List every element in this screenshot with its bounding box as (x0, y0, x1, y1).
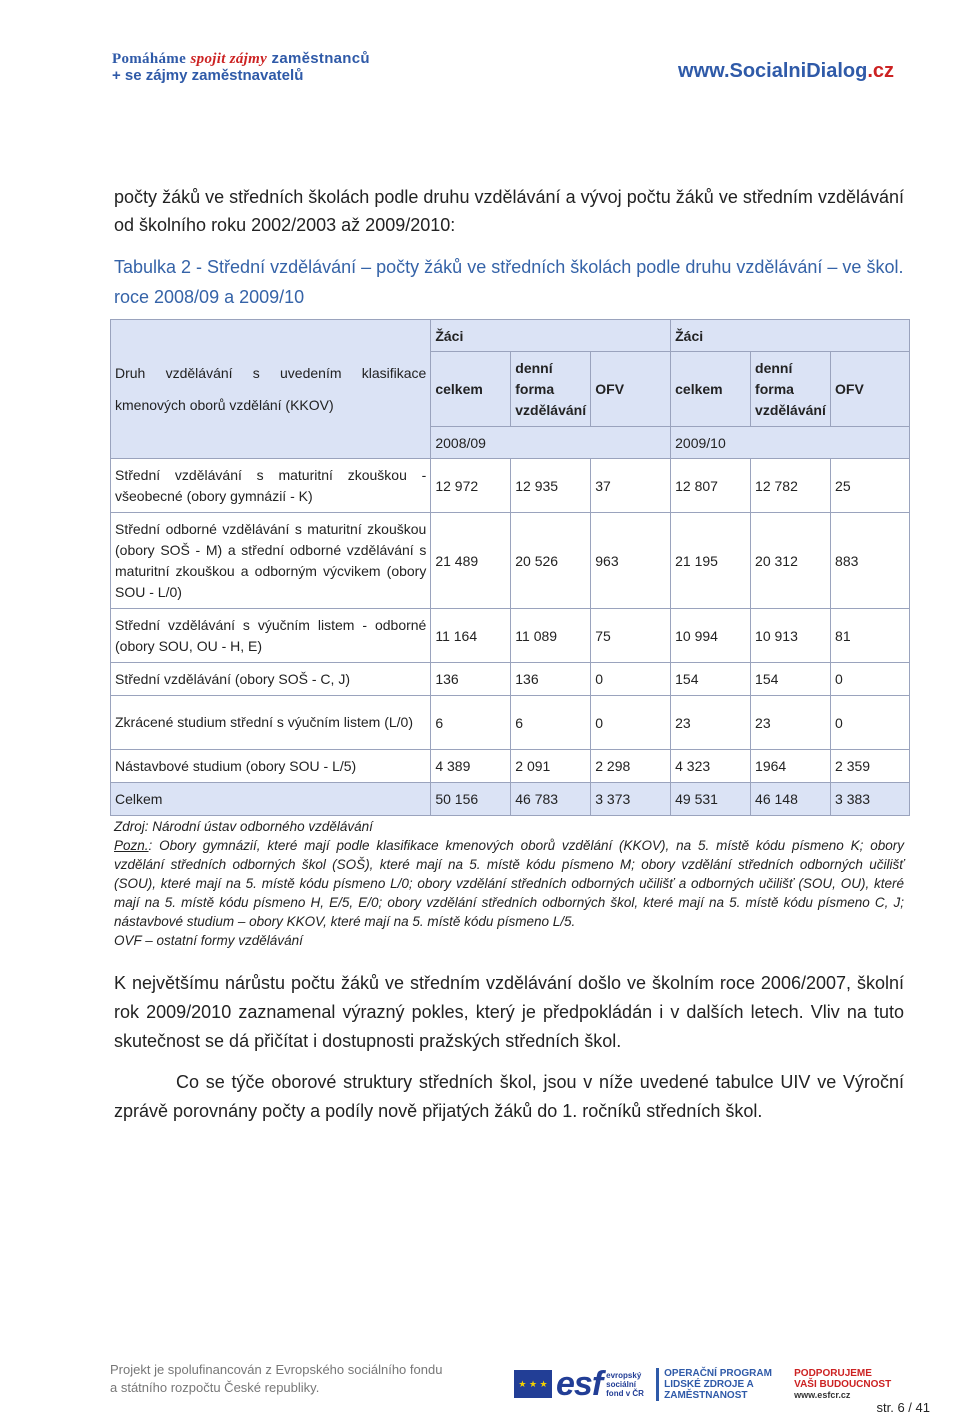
col-ofv-1: OFV (591, 352, 671, 427)
site-link[interactable]: www.SocialniDialog.cz (678, 60, 894, 82)
year-2009: 2009/10 (671, 427, 910, 459)
group-zaci-2: Žáci (671, 320, 910, 352)
support-logo: PODPORUJEME VAŠI BUDOUCNOST www.esfcr.cz (794, 1367, 892, 1400)
col-denni-2: denní forma vzdělávání (751, 352, 831, 427)
col-denni-1: denní forma vzdělávání (511, 352, 591, 427)
footer-text: Projekt je spolufinancován z Evropského sociálního fondu a státního rozpočtu České republiky. (110, 1362, 443, 1395)
year-2008: 2008/09 (431, 427, 671, 459)
table-row: Střední vzdělávání s maturitní zkouškou - všeobecné (obory gymnázií - K) 12 972 12 935 37 12 807 12 782 25 (111, 459, 910, 513)
table-row: Nástavbové studium (obory SOU - L/5) 4 389 2 091 2 298 4 323 1964 2 359 (111, 750, 910, 783)
slogan-part1: Pomáháme (112, 51, 187, 67)
eu-flag-icon: ★ ★ ★ (514, 1370, 552, 1398)
table-row: Střední vzdělávání s výučním listem - odborné (obory SOU, OU - H, E) 11 164 11 089 75 10 994 10 913 81 (111, 609, 910, 663)
pozn-note: Pozn.: Obory gymnázií, které mají podle klasifikace kmenových oborů vzdělání (KKOV), na 5. místě kódu písmeno K; obory vzdělání středních odborných škol (SOŠ), které mají na 5. místě kódu písmeno M; obory vzdělání středních odborných učilišť (SOU), které mají na 5. místě kódu písmeno L/0; obory vzdělání středních odborných učilišť a odborných učilišť (SOU, OU), které mají na 5. místě kódu písmeno H, E/5, E/0; obory vzdělání středních odborných škol, které mají na 5. místě kódu písmeno C, J; nástavbové studium – obory KKOV, které mají na 5. místě kódu písmeno L/5. (114, 838, 904, 929)
col-celkem-2: celkem (671, 352, 751, 427)
group-zaci-1: Žáci (431, 320, 671, 352)
ofv-note: OVF – ostatní formy vzdělávání (114, 933, 303, 948)
footer-logos (514, 1360, 910, 1408)
table-row: Střední odborné vzdělávání s maturitní zkouškou (obory SOŠ - M) a střední odborné vzdělávání s maturitní zkouškou a odborným výcvikem (obory SOU - L/0) 21 489 20 526 963 21 195 20 312 883 (111, 513, 910, 609)
table-row-total: Celkem 50 156 46 783 3 373 49 531 46 148 3 383 (111, 783, 910, 816)
source-note: Zdroj: Národní ústav odborného vzdělávání (114, 819, 373, 834)
intro-text: počty žáků ve středních školách podle druhu vzdělávání a vývoj počtu žáků ve středním vzdělávání od školního roku 2002/2003 až 2009/2010: (114, 187, 904, 235)
table-row: Zkrácené studium střední s výučním listem (L/0) 6 6 0 23 23 0 (111, 696, 910, 750)
slogan-part2: spojit zájmy (190, 51, 268, 67)
slogan-line2: + se zájmy zaměstnavatelů (112, 67, 304, 84)
header-slogan (112, 50, 370, 83)
students-table (110, 319, 910, 816)
table-row: Střední vzdělávání (obory SOŠ - C, J) 136 136 0 154 154 0 (111, 663, 910, 696)
col-ofv-2: OFV (831, 352, 910, 427)
op-lzz-logo: OPERAČNÍ PROGRAM LIDSKÉ ZDROJE A ZAMĚSTNANOST (656, 1368, 784, 1401)
page-number: str. 6 / 41 (876, 1400, 930, 1415)
table-notes (114, 817, 904, 950)
table-caption: Tabulka 2 - Střední vzdělávání – počty žáků ve středních školách podle druhu vzdělávání – ve škol. roce 2008/09 a 2009/10 (114, 257, 904, 307)
paragraph-1: K největšímu nárůstu počtu žáků ve středním vzdělávání došlo ve školním roce 2006/2007, školní rok 2009/2010 zaznamenal výrazný pokles, který je předpokládán i v dalších letech. Vliv na tuto skutečnost se dá přičítat i dostupnosti pražských středních škol. (114, 973, 904, 1051)
col-celkem-1: celkem (431, 352, 511, 427)
paragraph-2: Co se týče oborové struktury středních škol, jsou v níže uvedené tabulce UIV ve Výroční zprávě porovnány počty a podíly nově přijatých žáků do 1. ročníků středních škol. (114, 1072, 904, 1121)
table-corner: Druh vzdělávání s uvedením klasifikace kmenových oborů vzdělání (KKOV) (111, 320, 431, 459)
esf-logo: ★ ★ ★ esf evropský sociální fond v ČR (514, 1370, 646, 1398)
slogan-part3: zaměstnanců (271, 50, 370, 67)
